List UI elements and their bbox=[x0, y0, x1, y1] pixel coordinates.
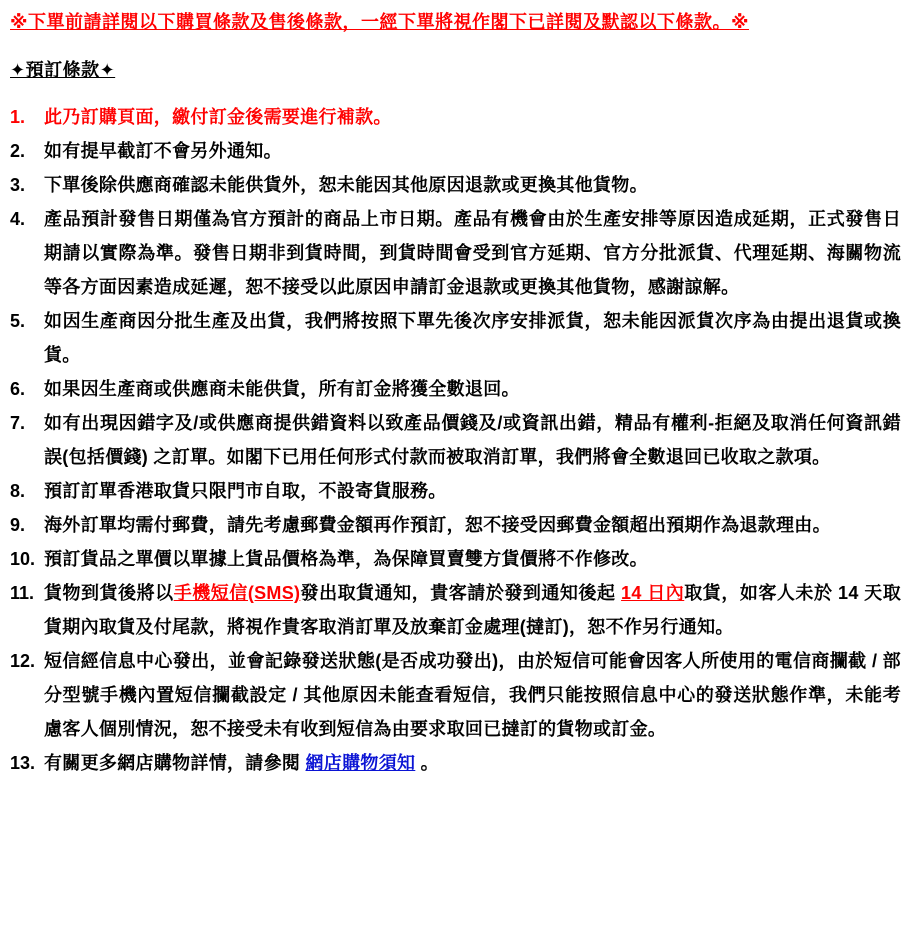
text-segment: 預訂訂單香港取貨只限門市自取，不設寄貨服務。 bbox=[44, 481, 447, 501]
term-text bbox=[44, 542, 901, 576]
term-text bbox=[44, 202, 901, 304]
term-text bbox=[44, 406, 901, 474]
term-item-2 bbox=[10, 134, 901, 168]
text-segment: 。 bbox=[415, 753, 439, 773]
text-segment: 發出取貨通知，貴客請於發到通知後起 bbox=[300, 583, 622, 603]
term-item-3 bbox=[10, 168, 901, 202]
term-number: 4. bbox=[10, 209, 26, 229]
term-item-8 bbox=[10, 474, 901, 508]
term-number: 10. bbox=[10, 549, 36, 569]
term-item-11 bbox=[10, 576, 901, 644]
text-segment: 預訂貨品之單價以單據上貨品價格為準，為保障買賣雙方貨價將不作修改。 bbox=[44, 549, 648, 569]
term-item-13 bbox=[10, 746, 901, 780]
term-text bbox=[44, 576, 901, 644]
term-text bbox=[44, 474, 901, 508]
term-number: 8. bbox=[10, 481, 26, 501]
term-number: 9. bbox=[10, 515, 26, 535]
store-shopping-guide-link[interactable]: 網店購物須知 bbox=[305, 753, 416, 773]
text-segment: 取貨，如客人未於 14 天取貨期內取貨及付尾款，將視作貴客取消訂單及放棄訂金處理(撻訂)，恕不作另行通知。 bbox=[44, 583, 901, 637]
term-text bbox=[44, 304, 901, 372]
term-item-12 bbox=[10, 644, 901, 746]
text-segment: 有關更多網店購物詳情，請參閱 bbox=[44, 753, 306, 773]
term-text bbox=[44, 100, 901, 134]
text-segment: 海外訂單均需付郵費，請先考慮郵費金額再作預訂，恕不接受因郵費金額超出預期作為退款理由。 bbox=[44, 515, 831, 535]
section-title-preorder-terms: ✦預訂條款✦ bbox=[10, 60, 116, 80]
highlighted-text: 14 日內 bbox=[621, 583, 685, 603]
text-segment: 如果因生產商或供應商未能供貨，所有訂金將獲全數退回。 bbox=[44, 379, 520, 399]
text-segment: 貨物到貨後將以 bbox=[44, 583, 174, 603]
text-segment: 此乃訂購頁面，繳付訂金後需要進行補款。 bbox=[44, 107, 392, 127]
terms-list bbox=[10, 100, 901, 780]
text-segment: 產品預計發售日期僅為官方預計的商品上市日期。產品有機會由於生產安排等原因造成延期，正式發售日期請以實際為準。發售日期非到貨時間，到貨時間會受到官方延期、官方分批派貨、代理延期、海關物流等各方面因素造成延遲，恕不接受以此原因申請訂金退款或更換其他貨物，感謝諒解。 bbox=[44, 209, 901, 297]
purchase-notice-header: ※下單前請詳閱以下購買條款及售後條款，一經下單將視作閣下已詳閱及默認以下條款。※ bbox=[10, 12, 749, 32]
term-number: 5. bbox=[10, 311, 26, 331]
term-number: 3. bbox=[10, 175, 26, 195]
term-item-1 bbox=[10, 100, 901, 134]
term-item-7 bbox=[10, 406, 901, 474]
term-number: 11. bbox=[10, 583, 35, 603]
term-text bbox=[44, 168, 901, 202]
term-item-9 bbox=[10, 508, 901, 542]
term-text bbox=[44, 644, 901, 746]
term-item-4 bbox=[10, 202, 901, 304]
term-item-5 bbox=[10, 304, 901, 372]
text-segment: 如有出現因錯字及/或供應商提供錯資料以致產品價錢及/或資訊出錯，精品有權利-拒絕及取消任何資訊錯誤(包括價錢) 之訂單。如閣下已用任何形式付款而被取消訂單，我們將會全數退回已收取之款項。 bbox=[44, 413, 901, 467]
highlighted-text: 手機短信(SMS) bbox=[173, 583, 301, 603]
term-text bbox=[44, 508, 901, 542]
term-number: 7. bbox=[10, 413, 26, 433]
term-number: 1. bbox=[10, 107, 26, 127]
text-segment: 如因生產商因分批生產及出貨，我們將按照下單先後次序安排派貨，恕未能因派貨次序為由提出退貨或換貨。 bbox=[44, 311, 901, 365]
text-segment: 如有提早截訂不會另外通知。 bbox=[44, 141, 282, 161]
term-text bbox=[44, 372, 901, 406]
text-segment: 短信經信息中心發出，並會記錄發送狀態(是否成功發出)，由於短信可能會因客人所使用的電信商攔截 / 部分型號手機內置短信攔截設定 / 其他原因未能查看短信，我們只能按照信息中心的發送狀態作準，未能考慮客人個別情況，恕不接受未有收到短信為由要求取回已撻訂的貨物或訂金。 bbox=[44, 651, 901, 739]
term-item-6 bbox=[10, 372, 901, 406]
term-text bbox=[44, 134, 901, 168]
term-number: 13. bbox=[10, 753, 36, 773]
term-number: 12. bbox=[10, 651, 36, 671]
term-number: 6. bbox=[10, 379, 26, 399]
term-text bbox=[44, 746, 901, 780]
term-number: 2. bbox=[10, 141, 26, 161]
term-item-10 bbox=[10, 542, 901, 576]
text-segment: 下單後除供應商確認未能供貨外，恕未能因其他原因退款或更換其他貨物。 bbox=[44, 175, 648, 195]
